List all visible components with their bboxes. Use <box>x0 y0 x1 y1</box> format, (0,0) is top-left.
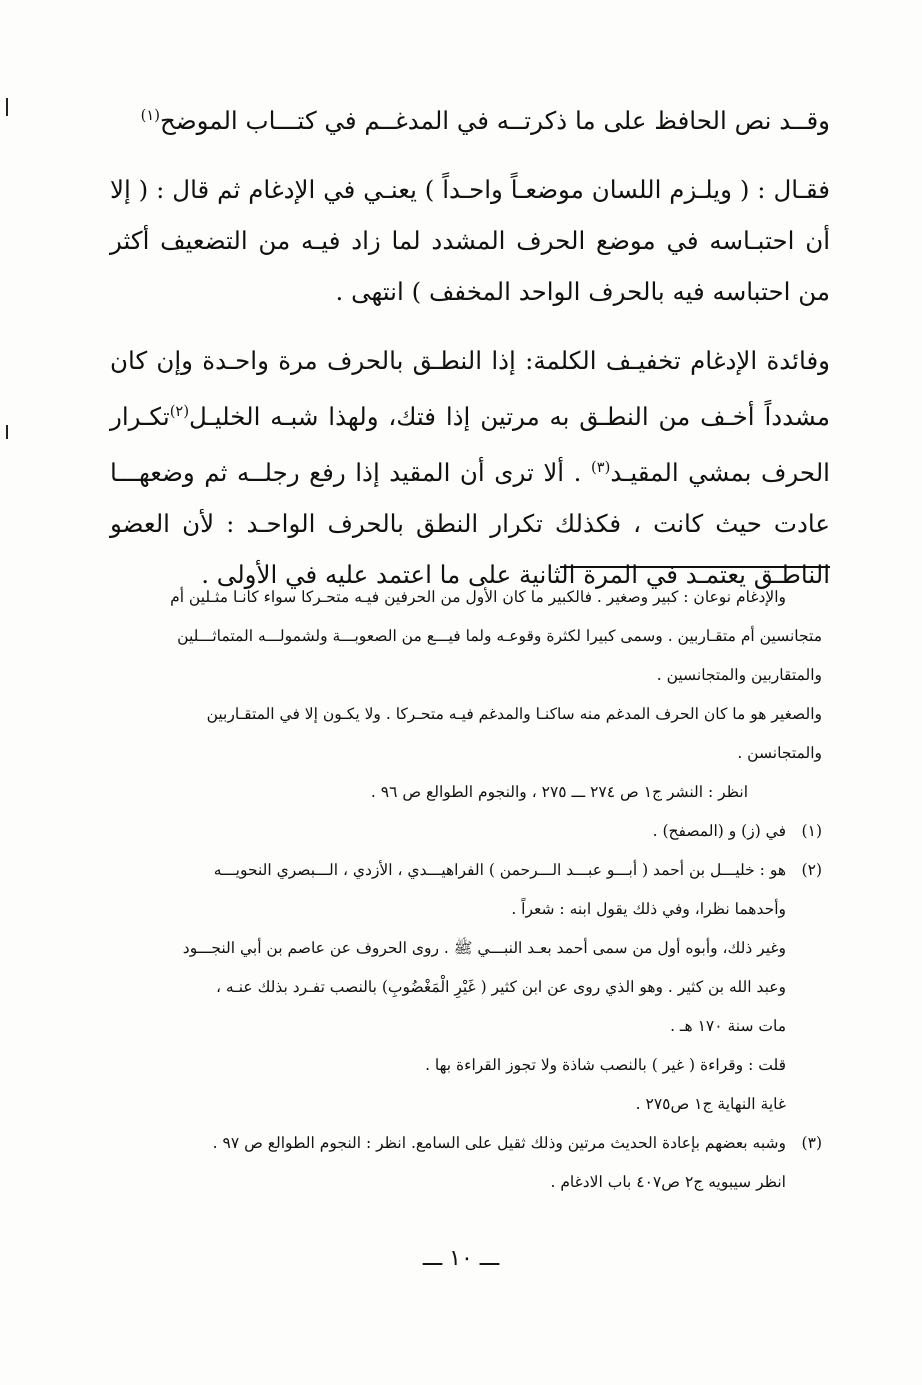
footnote-ref-3: (٣) <box>591 459 611 477</box>
paragraph-3: وفائدة الإدغام تخفيـف الكلمة: إذا النطـق بالحرف مرة واحـدة وإن كان مشدداً أخـف من النطـق به مرتين إذا فتك، ولهذا شبـه الخليـل$^{(٢)}$تكـرار الحرف بمشي المقيـد$^{(٣)}$ . ألا ترى أن المقيد إذا رفع رجلــه ثم وضعهـــا عادت حيث كانت ، فكذلك تكرار النطق بالحرف الواحـد : لأن العضو الناطـق يعتمـد في المرة الثانية على ما اعتمد عليه في الأولى . <box>110 346 830 590</box>
footnote-ref-1: (١) <box>140 107 160 124</box>
footnote-line: وأحدهما نظرا، وفي ذلك يقول ابنه : شعراً . <box>511 900 786 918</box>
paragraph-1: وقــد نص الحافظ على ما ذكرتــه في المدغــم في كتـــاب الموضح$^{(١)}$ <box>140 106 830 136</box>
footnote-line: غاية النهاية ج١ ص٢٧٥ . <box>635 1095 786 1113</box>
footnote-1: (١)في (ز) و (المصفح) . <box>128 812 822 851</box>
footnote-intro-line: والإدغام نوعان : كبير وصغير . فالكبير ما كان الأول من الحرفين فيـه متحـركا سواء كانـا مثـلين أم <box>170 588 786 606</box>
paragraph-2: فقـال : ( ويلـزم اللسان موضعـاً واحـداً ) يعنـي في الإدغام ثم قال : ( إلا أن احتبـاسه في موضع الحرف المشدد لما زاد فيـه من التضعيف أكثر من احتباسه فيه بالحرف الواحد المخفف ) انتهى . <box>110 175 830 307</box>
footnote-number: (١) <box>801 822 822 840</box>
main-text <box>110 90 830 618</box>
page-edge-mark-middle <box>6 425 8 439</box>
page-number: ـــ ١٠ ـــ <box>422 1246 500 1271</box>
footnote-intro-line: والصغير هو ما كان الحرف المدغم منه ساكنـا والمدغم فيـه متحـركا . ولا يكـون إلا في المتقـاربين <box>206 705 822 723</box>
footnote-line: انظر سيبويه ج٢ ص٤٠٧ باب الادغام . <box>550 1173 786 1191</box>
footnote-number: (٢) <box>801 861 822 879</box>
footnote-divider <box>560 566 830 568</box>
footnote-2: (٢)هو : خليـــل بن أحمد ( أبـــو عبـــد الـــرحمن ) الفراهيـــدي ، الأزدي ، الـــبصري النحويـــه <box>128 851 822 890</box>
footnote-number: (٣) <box>801 1134 822 1152</box>
page-edge-mark-top <box>6 98 8 116</box>
footnote-3: (٣)وشبه بعضهم بإعادة الحديث مرتين وذلك ثقيل على السامع. انظر : النجوم الطوالع ص ٩٧ . <box>128 1124 822 1163</box>
footnotes <box>128 578 822 1202</box>
footnote-line: وعبد الله بن كثير . وهو الذي روى عن ابن كثير ( غَيْرِ الْمَغْضُوبِ) بالنصب تفـرد بذلك عنـه ، <box>215 978 786 996</box>
footnote-intro-line: والمتجانسن . <box>737 744 822 762</box>
footnote-intro-line: متجانسين أم متقـاربين . وسمى كبيرا لكثرة وقوعـه ولما فيـــع من الصعوبـــة ولشمولـــه المتماثـــلين <box>177 627 822 645</box>
footnote-intro-line: انظر : النشر ج١ ص ٢٧٤ ـــ ٢٧٥ ، والنجوم الطوالع ص ٩٦ . <box>370 783 748 801</box>
footnote-line: قلت : وقراءة ( غير ) بالنصب شاذة ولا تجوز القراءة بها . <box>425 1056 786 1074</box>
footnote-line: مات سنة ١٧٠ هـ . <box>670 1017 786 1035</box>
footnote-ref-2: (٢) <box>169 403 190 421</box>
footnote-line: وغير ذلك، وأبوه أول من سمى أحمد بعـد النبـــي ﷺ . روى الحروف عن عاصم بن أبي النجـــود <box>182 939 786 957</box>
footnote-intro-line: والمتقاربين والمتجانسين . <box>656 666 822 684</box>
